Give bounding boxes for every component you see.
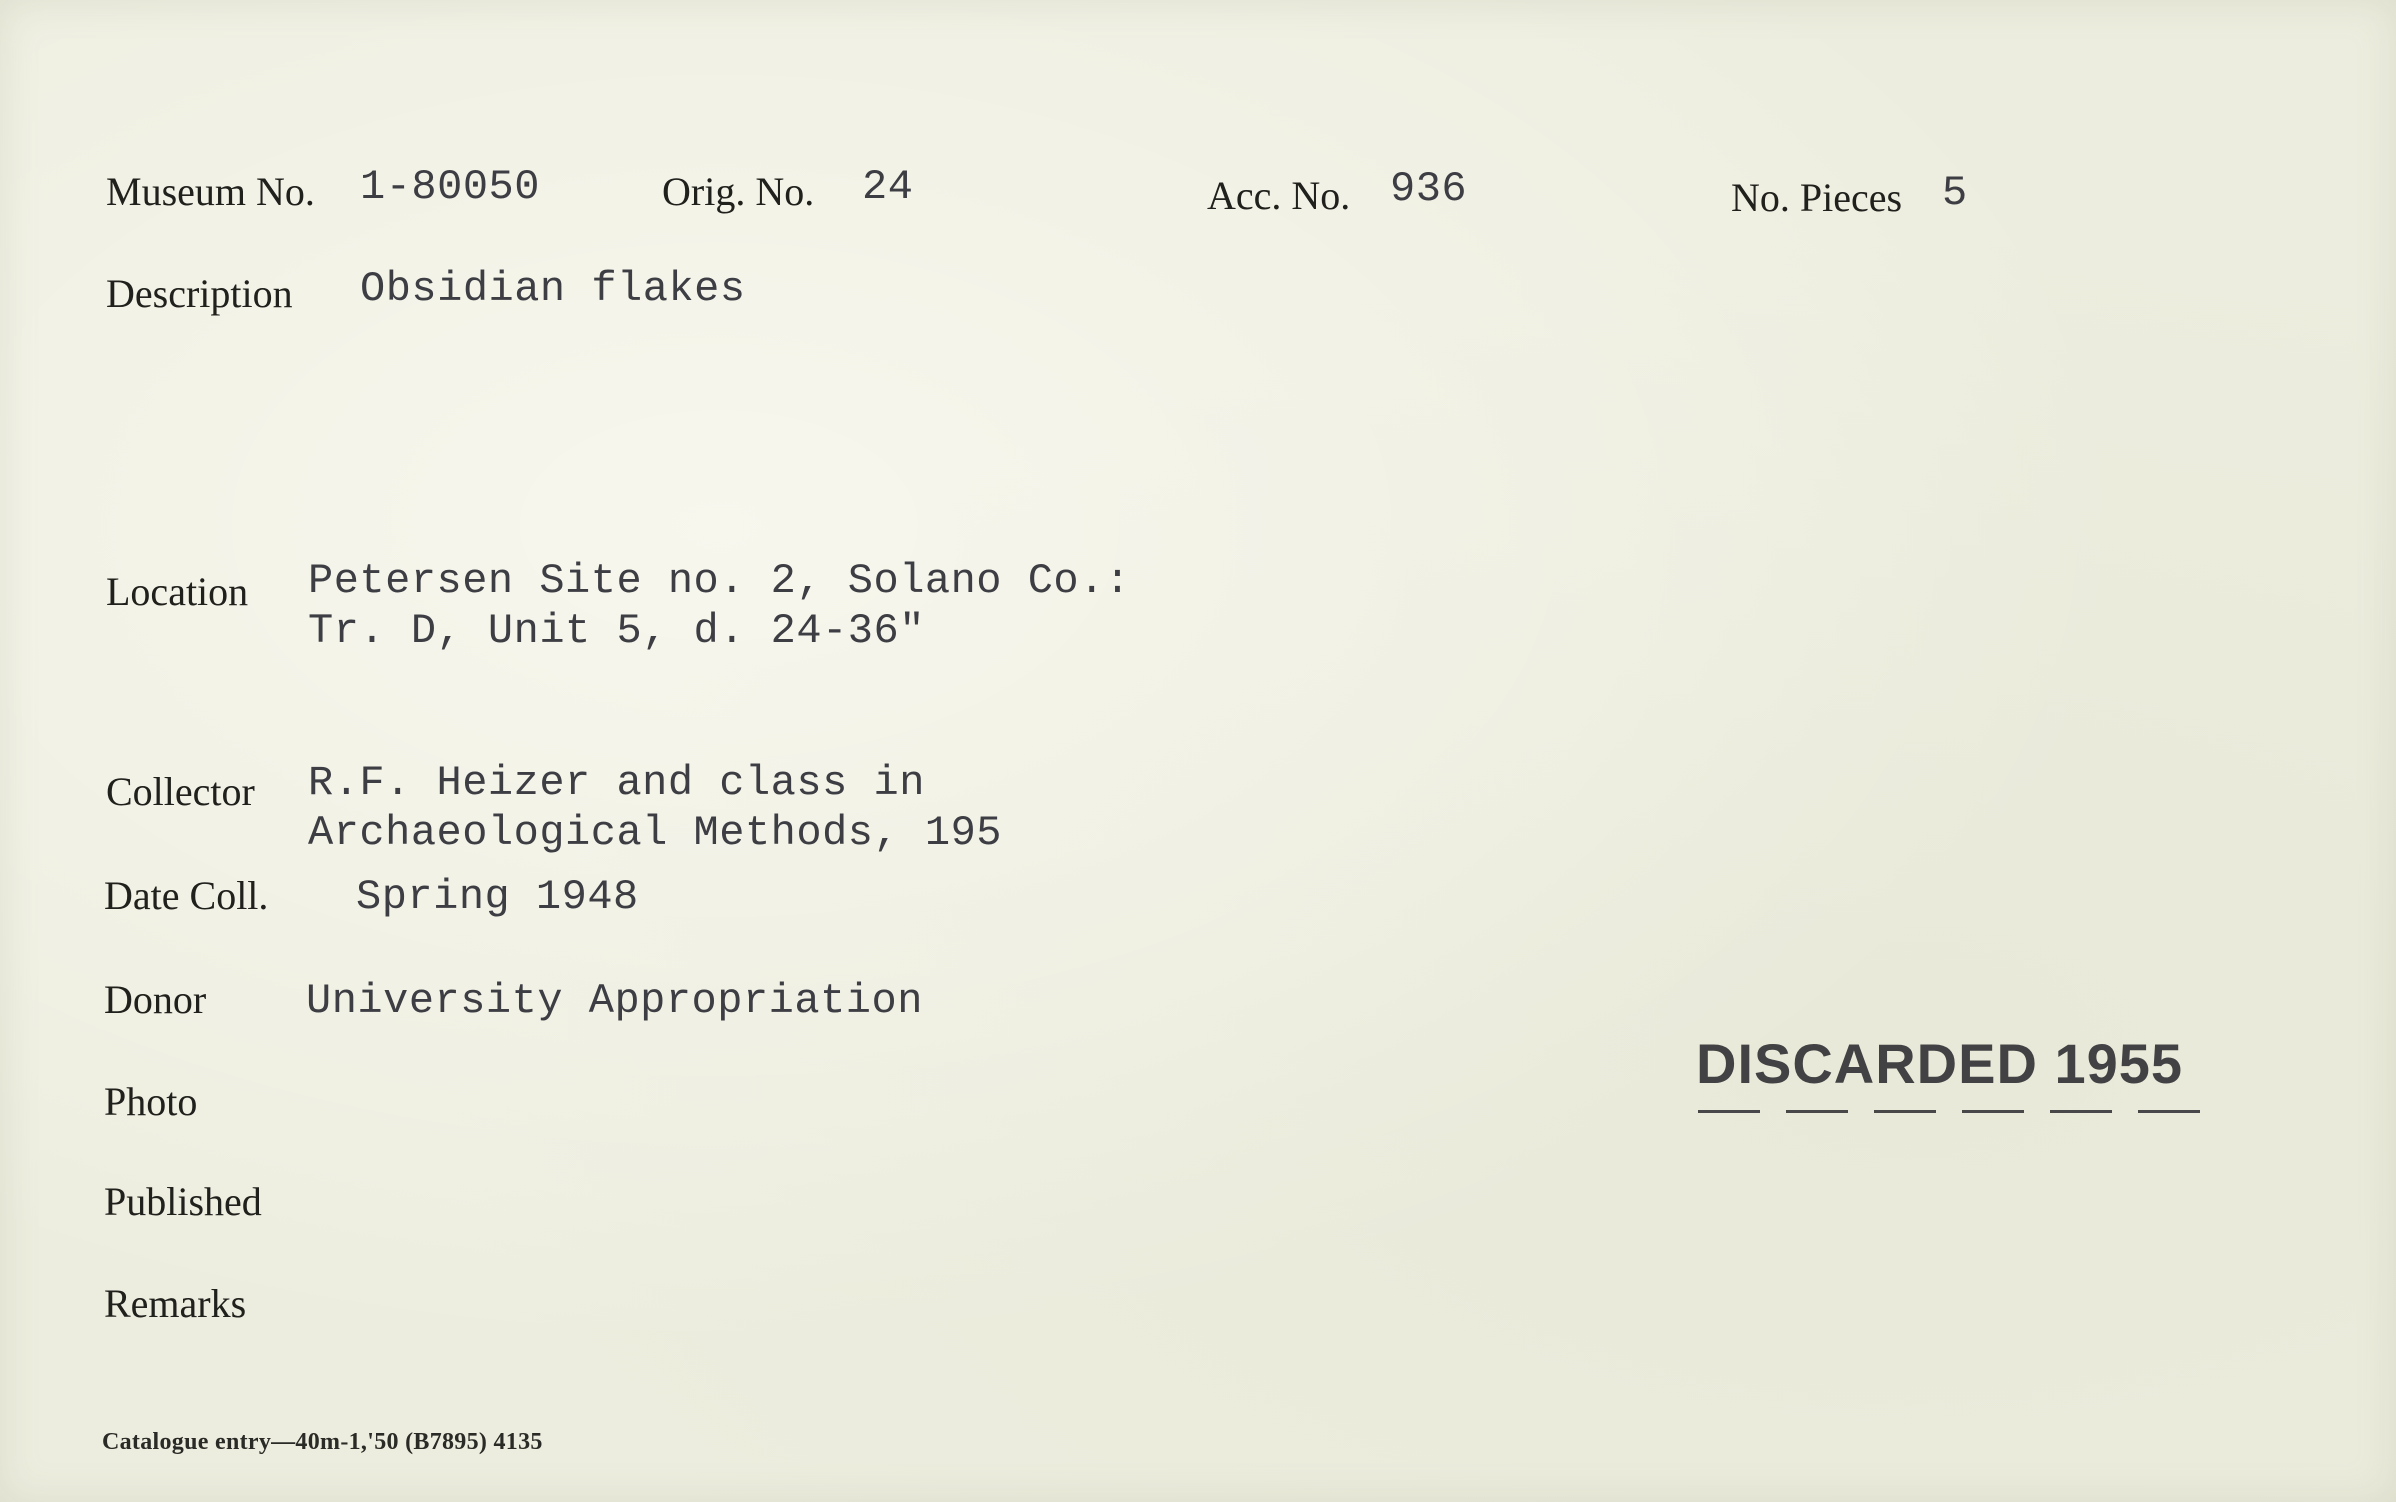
date-coll-label: Date Coll. xyxy=(104,873,269,918)
discarded-stamp: DISCARDED 1955 xyxy=(1696,1032,2184,1095)
date-coll-value: Spring 1948 xyxy=(356,873,639,921)
acc-no-label: Acc. No. xyxy=(1207,173,1351,218)
museum-no-value: 1-80050 xyxy=(360,163,540,211)
donor-value: University Appropriation xyxy=(306,977,923,1025)
acc-no-value: 936 xyxy=(1390,165,1468,213)
collector-label: Collector xyxy=(106,769,255,814)
donor-label: Donor xyxy=(104,977,207,1022)
orig-no-label: Orig. No. xyxy=(662,169,815,214)
description-label: Description xyxy=(106,271,293,316)
location-label: Location xyxy=(106,569,249,614)
catalogue-footer: Catalogue entry—40m-1,'50 (B7895) 4135 xyxy=(102,1429,543,1455)
museum-no-label: Museum No. xyxy=(106,169,315,214)
collector-value: R.F. Heizer and class in Archaeological Methods, 195 xyxy=(308,759,1003,857)
stamp-underline xyxy=(1698,1110,2200,1113)
published-label: Published xyxy=(104,1179,262,1224)
description-value: Obsidian flakes xyxy=(360,265,746,313)
remarks-label: Remarks xyxy=(104,1281,247,1326)
no-pieces-label: No. Pieces xyxy=(1731,175,1903,220)
orig-no-value: 24 xyxy=(862,163,914,211)
no-pieces-value: 5 xyxy=(1942,169,1968,217)
location-value: Petersen Site no. 2, Solano Co.: Tr. D, Unit 5, d. 24-36" xyxy=(308,557,1131,655)
photo-label: Photo xyxy=(104,1079,198,1124)
